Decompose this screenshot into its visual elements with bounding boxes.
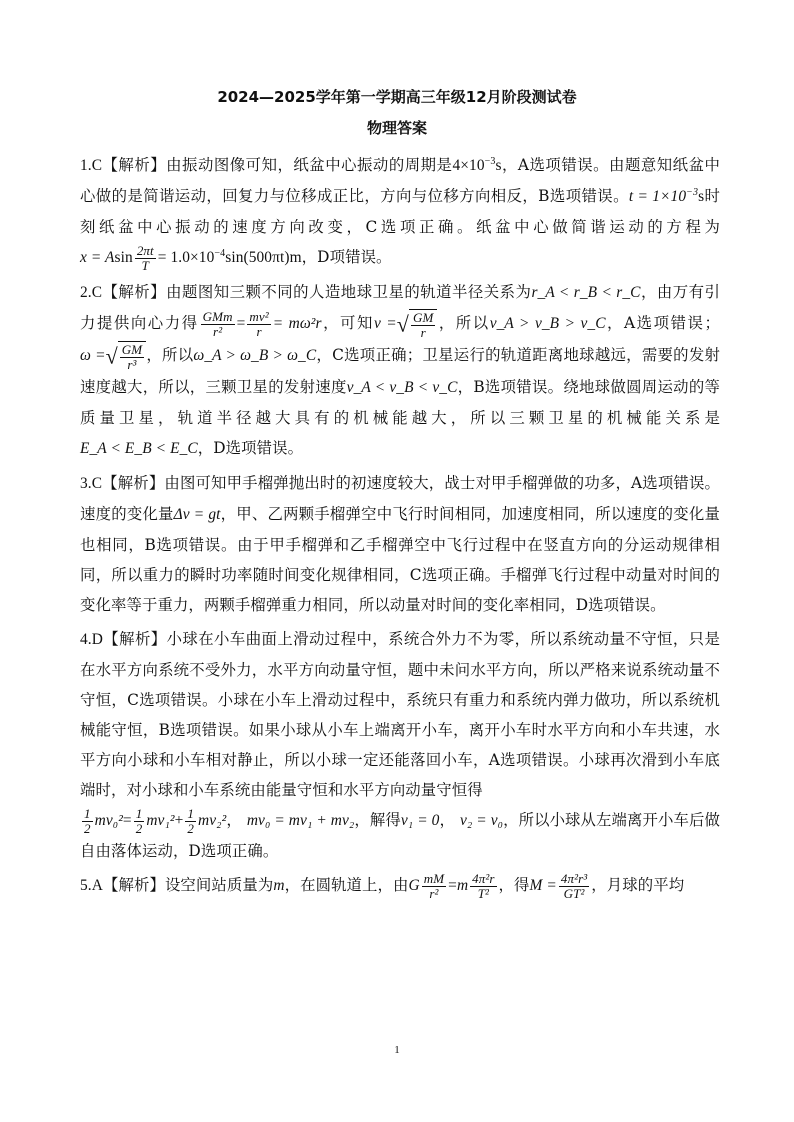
- formula: ω =√ $\frac{GM}{\text{r³}}$: [80, 347, 146, 364]
- formula: $4\times 10^{-3}s$: [452, 155, 502, 174]
- answer-text: 设空间站质量为: [164, 875, 274, 894]
- formula: Δv = gt: [173, 505, 221, 523]
- answer-1: [80, 150, 720, 273]
- formula: $\frac{1}{2}$ mv₀²= $\frac{1}{2}$ mv₁²+ $\frac{1}{2}$ mv₂²: [84, 805, 227, 836]
- answer-text: ，A选项错误。由题意知纸盆中心做的是简谐运动，回复力与位移成正比，方向与位移方向相反，B选项错误。: [80, 156, 720, 205]
- analysis-tag: 【解析】: [102, 629, 167, 648]
- analysis-tag: 【解析】: [102, 283, 167, 301]
- answer-text: 由题图知三颗不同的人造地球卫星的轨道半径关系为: [166, 283, 532, 301]
- answer-text: ，解得: [354, 810, 401, 829]
- answer-text: ，可知: [321, 314, 374, 332]
- answer-text: ，由万有引力提供向心力得: [80, 283, 720, 332]
- formula: v_A > v_B > v_C: [489, 315, 606, 332]
- answer-text: ，得: [498, 875, 530, 894]
- answer-text: ，甲、乙两颗手榴弹空中飞行时间相同，加速度相同，所以速度的变化量也相同，B选项错误。由于甲手榴弹和乙手榴弹空中飞行过程中在竖直方向的分运动规律相同，所以重力的瞬时功率随时间变化规律相同，C选项正确。手榴弹飞行过程中动量对时间的变化率等于重力，两颗手榴弹重力相同，所以动量对时间的变化率相同，D选项错误。: [80, 504, 720, 614]
- formula: ω_A > ω_B > ω_C: [193, 346, 317, 364]
- answer-body: [80, 150, 720, 905]
- formula: r_A < r_B < r_C: [531, 284, 641, 301]
- formula: v_A < v_B < v_C: [346, 378, 458, 396]
- answer-text: ，在圆轨道上，由: [284, 875, 409, 894]
- analysis-tag: 【解析】: [102, 156, 167, 174]
- answer-text: ，D选项错误。: [197, 438, 304, 457]
- formula: v₁ = 0: [400, 811, 440, 829]
- page-number: 1: [394, 1044, 400, 1056]
- answer-number: 2.C: [80, 284, 103, 301]
- answer-number: 1.C: [80, 157, 103, 174]
- page-subtitle: 物理答案: [366, 119, 427, 137]
- formula: M = $\frac{\text{4π²r³}}{\text{GT²}}$: [529, 870, 588, 901]
- answer-number: 3.C: [80, 474, 103, 492]
- formula: G $\frac{mM}{\text{r²}}$ =m $\frac{\text{4π²r}}{\text{T²}}$: [408, 870, 495, 901]
- answer-2: [80, 277, 720, 464]
- formula: m: [273, 876, 285, 894]
- answer-text: ，月球的平均: [591, 875, 685, 894]
- answer-text: 由图可知甲手榴弹抛出时的初速度较大，战士对甲手榴弹做的功多，A选项错误。速度的变化量: [80, 473, 720, 523]
- answer-text: ，D项错误。: [301, 248, 392, 266]
- answer-4: 4.D【解析】小球在小车曲面上滑动过程中，系统合外力不为零，所以系统动量不守恒，只是在水平方向系统不受外力，水平方向动量守恒，题中未问水平方向，所以严格来说系统动量不守恒，C选项错误。小球在小车上滑动过程中，系统只有重力和系统内弹力做功，所以系统机械能守恒，B选项错误。如果小球从小车上端离开小车，离开小车时水平方向和小车共速，水平方向小球和小车相对静止，所以小球一定还能落回小车，A选项错误。小球再次滑到小车底端时，对小球和小车系统由能量守恒和水平方向动量守恒得 $\frac{1}{2}$ mv₀²= $\frac{1}{2}$ mv₁²+ $\frac{1}{2}$ mv₂²， mv₀ = mv₁ + mv₂，解得v₁ = 0， v₂ = v₀，所以小球从左端离开小车后做自由落体运动，D选项正确。: [80, 629, 720, 860]
- answer-text: 小球在小车曲面上滑动过程中，系统合外力不为零，所以系统动量不守恒，只是在水平方向系统不受外力，水平方向动量守恒，题中未问水平方向，所以严格来说系统动量不守恒，C选项错误。小球在小车上滑动过程中，系统只有重力和系统内弹力做功，所以系统机械能守恒，B选项错误。如果小球从小车上端离开小车，离开小车时水平方向和小车共速，水平方向小球和小车相对静止，所以小球一定还能落回小车，A选项错误。小球再次滑到小车底端时，对小球和小车系统由能量守恒和水平方向动量守恒得: [80, 629, 720, 799]
- answer-3: [80, 468, 720, 620]
- answer-text: ，C选项正确；卫星运行的轨道距离地球越远，需要的发射速度越大，所以，三颗卫星的发射速度: [80, 345, 720, 396]
- answer-number: 5.A: [80, 876, 103, 894]
- answer-number: 4.D: [80, 630, 103, 648]
- answer-text: 时刻纸盆中心振动的速度方向改变，C选项正确。纸盆中心做简谐运动的方程为: [80, 187, 720, 236]
- answer-text: 由振动图像可知，纸盆中心振动的周期是: [166, 156, 453, 174]
- answer-text: ，B选项错误。绕地球做圆周运动的等质量卫星，轨道半径越大具有的机械能越大，所以三颗卫星的机械能关系是: [80, 377, 721, 427]
- formula: v =√ $\frac{GM}{r}$: [374, 315, 437, 332]
- formula: $t = 1\times 10^{-3}s$: [628, 186, 705, 205]
- formula: mv₀ = mv₁ + mv₂: [246, 811, 355, 829]
- answer-text: ，所以小球从左端离开小车后做自由落体运动，D选项正确。: [80, 810, 720, 860]
- analysis-tag: 【解析】: [102, 875, 165, 894]
- page-title: 2024—2025学年第一学期高三年级12月阶段测试卷: [217, 88, 577, 106]
- formula: $\frac{\text{GMm}}{\text{r²}}$ = $\frac{\text{mv²}}{r}$ = mω²r: [202, 308, 322, 339]
- formula: x = Asin $\frac{2\pi t}{T}$ = $1.0\times 10^{-4}\sin(500\pi t)m$: [80, 242, 302, 273]
- analysis-tag: 【解析】: [102, 473, 165, 492]
- formula: v₂ = v₀: [459, 811, 504, 829]
- answer-text: ，A选项错误；: [605, 314, 720, 332]
- answer-5: [80, 870, 720, 901]
- answer-text: ，所以: [146, 345, 194, 364]
- answer-text: ，所以: [437, 314, 490, 332]
- formula: E_A < E_B < E_C: [80, 439, 198, 457]
